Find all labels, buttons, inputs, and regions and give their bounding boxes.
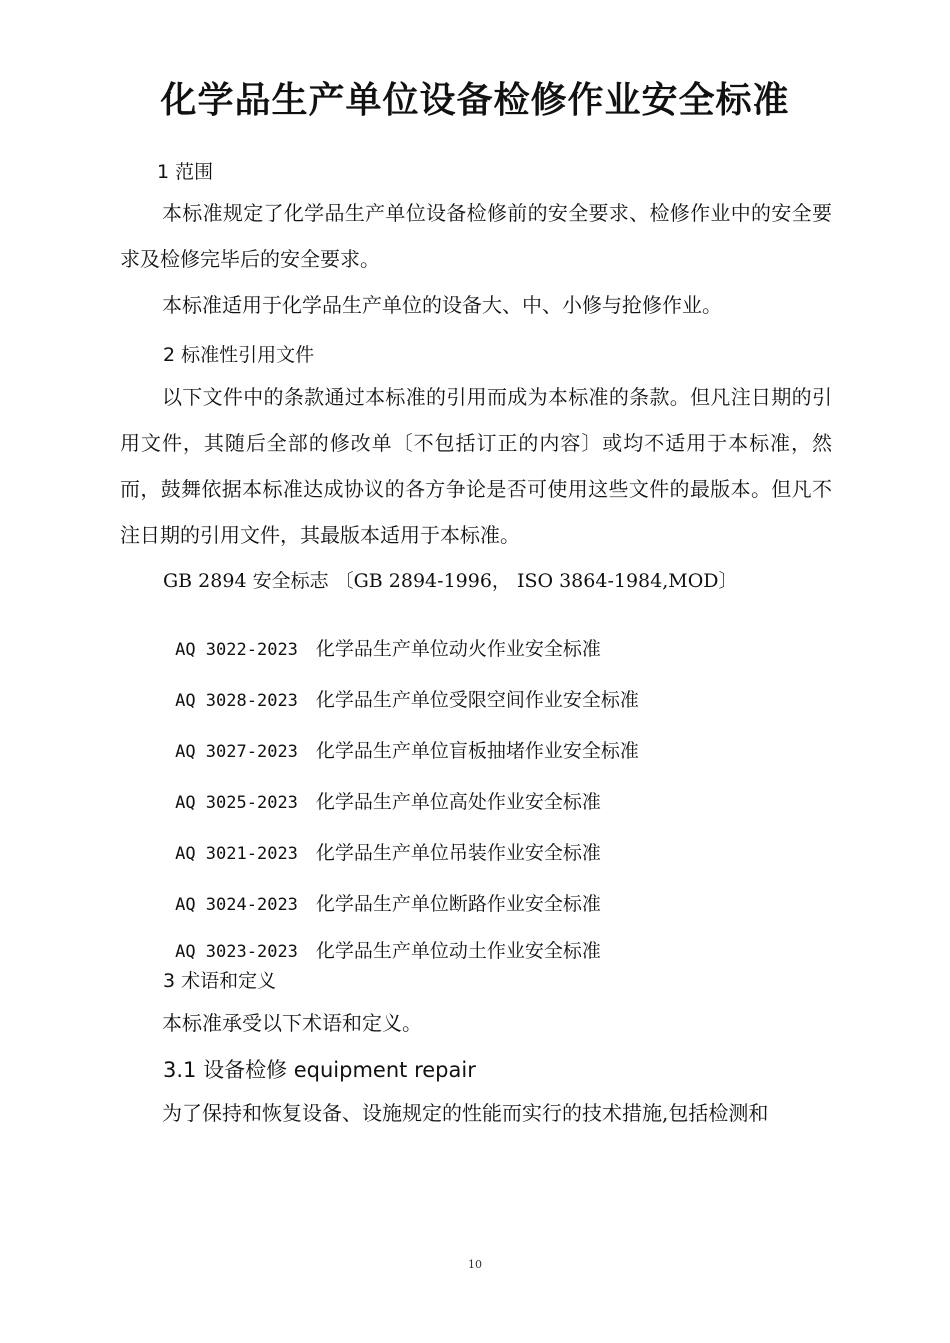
reference-item <box>163 612 601 661</box>
reference-title: 化学品生产单位高处作业安全标准 <box>315 791 601 813</box>
reference-title: 化学品生产单位断路作业安全标准 <box>315 893 601 915</box>
section-3-heading: 3 术语和定义 <box>163 970 277 992</box>
reference-code: AQ 3021-2023 <box>175 844 298 864</box>
reference-title: 化学品生产单位动火作业安全标准 <box>315 638 601 660</box>
reference-item <box>163 663 639 712</box>
reference-item <box>163 867 601 916</box>
reference-code: AQ 3022-2023 <box>175 640 298 660</box>
reference-title: 化学品生产单位动土作业安全标准 <box>315 940 601 962</box>
reference-item <box>163 914 601 963</box>
reference-item <box>163 714 639 763</box>
section-1-paragraph-1: 本标准规定了化学品生产单位设备检修前的安全要求、检修作业中的安全要求及检修完毕后的安全要求。 <box>120 201 832 271</box>
section-2-heading: 2 标准性引用文件 <box>163 344 315 366</box>
reference-title: 化学品生产单位受限空间作业安全标准 <box>315 689 639 711</box>
reference-code: AQ 3027-2023 <box>175 742 298 762</box>
reference-title: 化学品生产单位吊装作业安全标准 <box>315 842 601 864</box>
reference-item <box>163 816 601 865</box>
reference-item <box>163 765 601 814</box>
reference-code: AQ 3025-2023 <box>175 793 298 813</box>
section-3-paragraph-1: 本标准承受以下术语和定义。 <box>162 1011 422 1035</box>
reference-title: 化学品生产单位盲板抽堵作业安全标准 <box>315 740 639 762</box>
reference-gb-2894: GB 2894 安全标志 〔GB 2894-1996， ISO 3864-1984,MOD〕 <box>163 570 738 592</box>
page-number: 10 <box>468 1258 482 1271</box>
section-3-1-heading: 3.1 设备检修 equipment repair <box>163 1058 476 1082</box>
section-1-heading: 1 范围 <box>157 161 214 183</box>
reference-code: AQ 3023-2023 <box>175 942 298 962</box>
section-2-paragraph-1: 以下文件中的条款通过本标准的引用而成为本标准的条款。但凡注日期的引用文件，其随后全部的修改单〔不包括订正的内容〕或均不适用于本标准，然而，鼓舞依据本标准达成协议的各方争论是否可使用这些文件的最版本。但凡不注日期的引用文件，其最版本适用于本标准。 <box>120 385 832 547</box>
reference-code: AQ 3024-2023 <box>175 895 298 915</box>
reference-code: AQ 3028-2023 <box>175 691 298 711</box>
document-title: 化学品生产单位设备检修作业安全标准 <box>160 80 790 121</box>
section-1-paragraph-2: 本标准适用于化学品生产单位的设备大、中、小修与抢修作业。 <box>162 293 722 317</box>
section-3-1-paragraph-1: 为了保持和恢复设备、设施规定的性能而实行的技术措施,包括检测和 <box>162 1101 769 1125</box>
